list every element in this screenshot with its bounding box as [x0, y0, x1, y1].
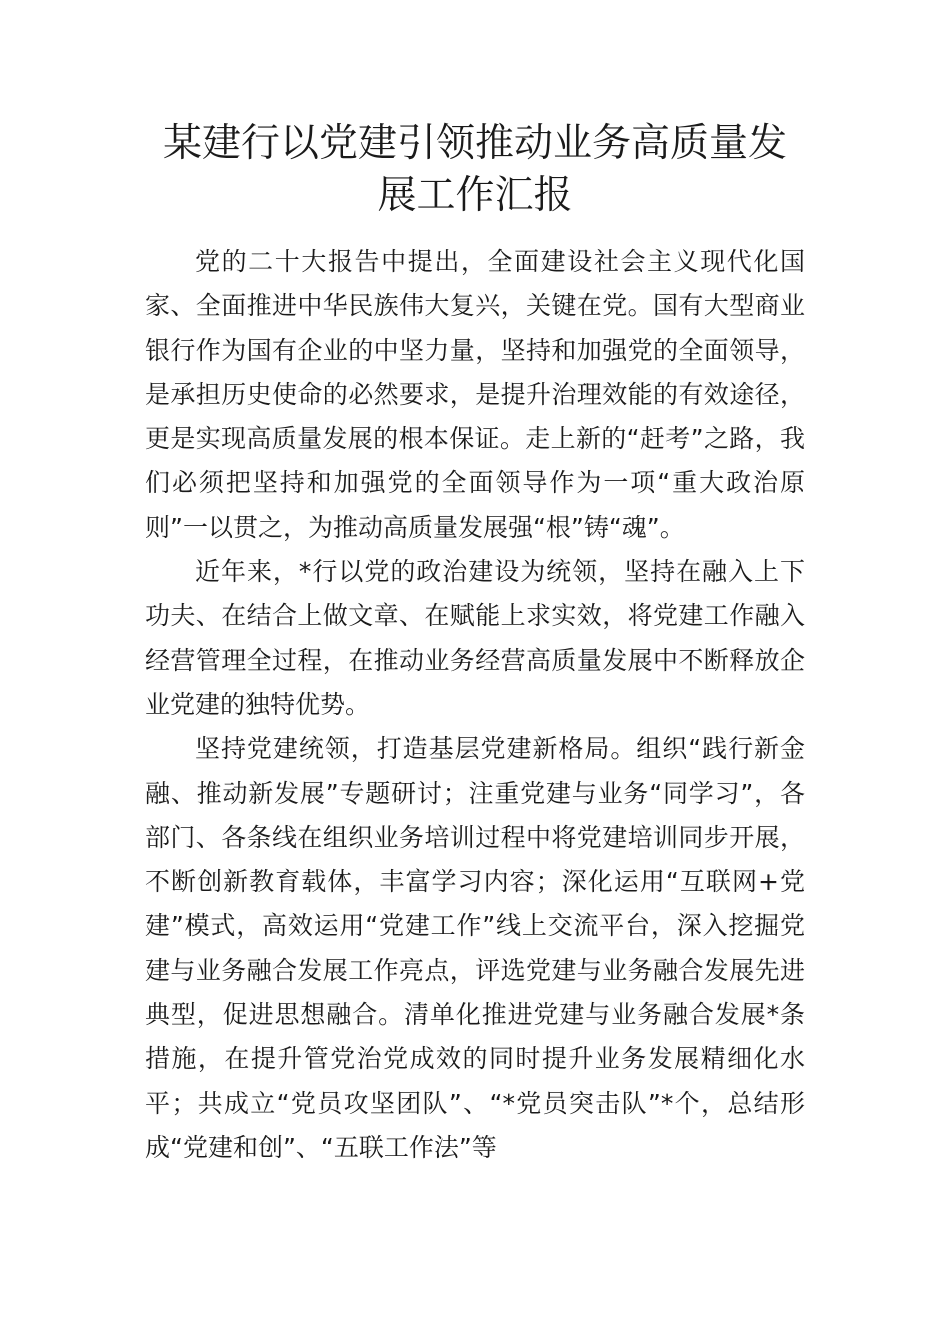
paragraph-intro: 党的二十大报告中提出，全面建设社会主义现代化国家、全面推进中华民族伟大复兴，关键在党。国有大型商业银行作为国有企业的中坚力量，坚持和加强党的全面领导，是承担历史使命的必然要求，是提升治理效能的有效途径，更是实现高质量发展的根本保证。走上新的“赶考”之路，我们必须把坚持和加强党的全面领导作为一项“重大政治原则”一以贯之，为推动高质量发展强“根”铸“魂”。 [145, 247, 805, 542]
paragraph-party-building: 坚持党建统领，打造基层党建新格局。组织“践行新金融、推动新发展”专题研讨；注重党建与业务“同学习”，各部门、各条线在组织业务培训过程中将党建培训同步开展，不断创新教育载体，丰富学习内容；深化运用“互联网+党建”模式，高效运用“党建工作”线上交流平台，深入挖掘党建与业务融合发展工作亮点，评选党建与业务融合发展先进典型，促进思想融合。清单化推进党建与业务融合发展*条措施，在提升管党治党成效的同时提升业务发展精细化水平；共成立“党员攻坚团队”、“*党员突击队”*个，总结形成“党建和创”、“五联工作法”等 [145, 734, 805, 1162]
document-body [145, 240, 805, 1170]
document-title: 某建行以党建引领推动业务高质量发展工作汇报 [162, 121, 787, 218]
paragraph-recent-years: 近年来，*行以党的政治建设为统领，坚持在融入上下功夫、在结合上做文章、在赋能上求实效，将党建工作融入经营管理全过程，在推动业务经营高质量发展中不断释放企业党建的独特优势。 [145, 557, 805, 719]
